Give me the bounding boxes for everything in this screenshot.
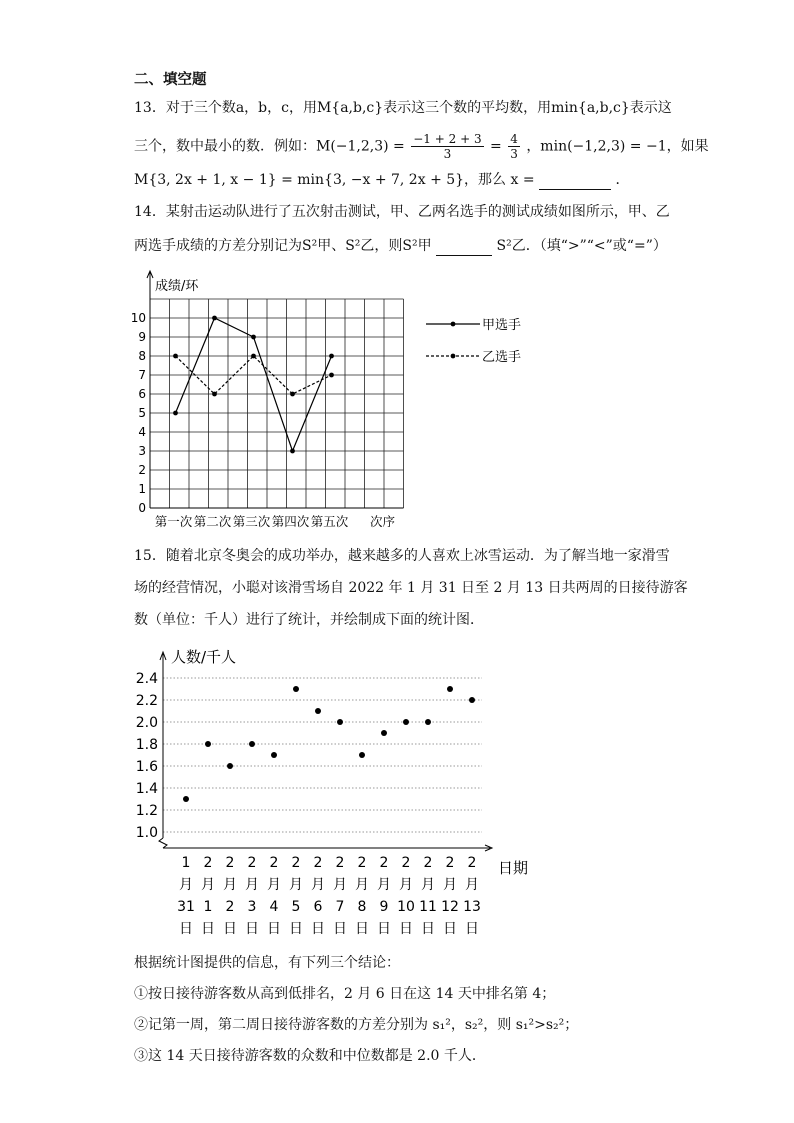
y-tick-label: 2.2 (135, 693, 158, 709)
y-tick-label: 6 (138, 387, 146, 401)
conclusion-3: ③这 14 天日接待游客数的众数和中位数都是 2.0 千人． (134, 1048, 486, 1064)
x-tick-month: 2 (313, 855, 323, 871)
x-tick-month-unit: 月 (223, 877, 237, 893)
x-tick-day-unit: 日 (333, 921, 347, 937)
y-tick-label: 2.0 (135, 715, 158, 731)
q13-line-3-end: ． (615, 172, 630, 188)
y-tick-label: 2 (138, 463, 146, 477)
x-tick-day-unit: 日 (399, 921, 413, 937)
x-tick-month-unit: 月 (245, 877, 259, 893)
q13-equals: = (490, 138, 502, 155)
q13-fraction-1-denominator: 3 (443, 147, 452, 161)
x-tick-day: 13 (463, 899, 481, 915)
y-tick-label: 2.4 (135, 671, 158, 687)
x-tick-month: 2 (467, 855, 477, 871)
data-point (290, 392, 295, 397)
x-tick-day-unit: 日 (443, 921, 457, 937)
y-tick-label: 1 (138, 482, 146, 496)
q13-line-1: 13．对于三个数a，b，c，用M{a,b,c}表示这三个数的平均数，用min{a,b,c}表示这 (134, 100, 672, 116)
x-tick-day-unit: 日 (289, 921, 303, 937)
data-point (329, 354, 334, 359)
x-tick-month-unit: 月 (377, 877, 391, 893)
x-tick-day: 1 (203, 899, 213, 915)
data-point (251, 354, 256, 359)
y-tick-label: 9 (138, 330, 146, 344)
section-title: 二、填空题 (134, 71, 207, 88)
y-tick-label: 1.4 (135, 781, 158, 797)
y-tick-label: 1.8 (135, 737, 158, 753)
x-tick-day: 4 (269, 899, 279, 915)
x-tick-month-unit: 月 (355, 877, 369, 893)
x-tick-month: 2 (291, 855, 301, 871)
x-axis-title: 日期 (498, 859, 529, 877)
x-tick-label: 第二次 (193, 514, 232, 529)
axis-break-mark (159, 838, 167, 848)
data-point (403, 719, 409, 725)
x-tick-month-unit: 月 (289, 877, 303, 893)
x-tick-month-unit: 月 (465, 877, 479, 893)
data-point (337, 719, 343, 725)
y-tick-label: 10 (130, 311, 146, 325)
q13-line-2 (134, 132, 709, 161)
x-tick-month: 2 (357, 855, 367, 871)
q13-fraction-1-numerator: −1 + 2 + 3 (413, 132, 482, 146)
x-tick-month: 2 (225, 855, 235, 871)
shooting-scores-chart (130, 268, 522, 536)
legend-marker (451, 354, 456, 359)
x-tick-day-unit: 日 (465, 921, 479, 937)
data-point (381, 730, 387, 736)
x-tick-month-unit: 月 (267, 877, 281, 893)
y-tick-label: 1.2 (135, 803, 158, 819)
x-tick-month: 2 (379, 855, 389, 871)
data-point (183, 796, 189, 802)
x-tick-day: 8 (357, 899, 367, 915)
q13-line-2-suffix: ，min(−1,2,3) = −1，如果 (526, 138, 709, 155)
data-point (469, 697, 475, 703)
x-tick-label: 第一次 (154, 514, 193, 529)
visitors-scatter-chart (130, 640, 530, 940)
x-tick-day-unit: 日 (421, 921, 435, 937)
q13-fraction-2-denominator: 3 (510, 147, 518, 161)
data-point (173, 354, 178, 359)
q14-line-2-prefix: 两选手成绩的方差分别记为S²甲、S²乙，则S²甲 (134, 238, 432, 254)
x-axis-title: 次序 (369, 514, 396, 529)
data-point (212, 316, 217, 321)
x-tick-month-unit: 月 (333, 877, 347, 893)
q14-line-1: 14．某射击运动队进行了五次射击测试，甲、乙两名选手的测试成绩如图所示，甲、乙 (134, 204, 670, 220)
x-tick-day: 3 (247, 899, 257, 915)
y-axis-title: 人数/千人 (171, 648, 237, 666)
y-tick-label: 4 (138, 425, 146, 439)
x-tick-day: 7 (335, 899, 345, 915)
q13-fraction-2-numerator: 4 (510, 132, 518, 146)
x-tick-day-unit: 日 (267, 921, 281, 937)
data-point (227, 763, 233, 769)
x-tick-day-unit: 日 (245, 921, 259, 937)
conclusion-1: ①按日接待游客数从高到低排名，2 月 6 日在这 14 天中排名第 4； (134, 986, 556, 1002)
q13-line-2-prefix: 三个，数中最小的数．例如：M(−1,2,3) = (134, 138, 405, 155)
conclusion-2: ②记第一周，第二周日接待游客数的方差分别为 s₁²，s₂²，则 s₁²>s₂²； (134, 1017, 579, 1033)
x-tick-label: 第五次 (310, 514, 349, 529)
y-tick-label: 1.0 (135, 825, 158, 841)
x-tick-day: 9 (379, 899, 389, 915)
x-tick-label: 第四次 (271, 514, 310, 529)
x-tick-month: 2 (445, 855, 455, 871)
data-point (212, 392, 217, 397)
y-tick-label: 8 (138, 349, 146, 363)
x-tick-day: 6 (313, 899, 323, 915)
data-point (249, 741, 255, 747)
q14-answer-blank[interactable] (436, 239, 492, 256)
x-tick-month-unit: 月 (201, 877, 215, 893)
data-point (425, 719, 431, 725)
y-tick-label: 5 (138, 406, 146, 420)
x-tick-day: 31 (177, 899, 195, 915)
y-tick-label: 0 (138, 501, 146, 515)
q15-line-3: 数（单位：千人）进行了统计，并绘制成下面的统计图． (134, 612, 484, 628)
conclusions-intro: 根据统计图提供的信息，有下列三个结论： (134, 955, 400, 971)
legend-marker (451, 322, 456, 327)
data-point (293, 686, 299, 692)
x-tick-month-unit: 月 (179, 877, 193, 893)
legend-label: 甲选手 (482, 318, 522, 333)
x-tick-month: 2 (247, 855, 257, 871)
x-tick-month: 2 (401, 855, 411, 871)
x-tick-month-unit: 月 (443, 877, 457, 893)
x-tick-day-unit: 日 (377, 921, 391, 937)
q15-line-2: 场的经营情况，小聪对该滑雪场自 2022 年 1 月 31 日至 2 月 13 日共两周的日接待游客 (134, 580, 688, 596)
x-tick-day: 12 (441, 899, 459, 915)
x-tick-day-unit: 日 (201, 921, 215, 937)
q15-line-1: 15．随着北京冬奥会的成功举办，越来越多的人喜欢上冰雪运动．为了解当地一家滑雪 (134, 548, 670, 564)
x-tick-month: 2 (335, 855, 345, 871)
x-tick-day-unit: 日 (179, 921, 193, 937)
x-tick-day: 11 (419, 899, 437, 915)
q14-line-2-suffix: S²乙．（填“>”“<”或“=”） (496, 238, 667, 254)
x-tick-month: 2 (423, 855, 433, 871)
q13-fraction-2 (508, 132, 520, 161)
data-point (205, 741, 211, 747)
q13-line-3 (134, 170, 630, 190)
y-tick-label: 1.6 (135, 759, 158, 775)
x-tick-month: 1 (181, 855, 191, 871)
data-point (315, 708, 321, 714)
x-tick-day: 10 (397, 899, 415, 915)
x-tick-day: 2 (225, 899, 235, 915)
y-tick-label: 7 (138, 368, 146, 382)
q13-fraction-1 (411, 132, 483, 161)
legend-label: 乙选手 (482, 350, 522, 365)
data-point (447, 686, 453, 692)
q13-line-3-prefix: M{3, 2x + 1, x − 1} = min{3, −x + 7, 2x + 5}，那么 x = (134, 172, 535, 188)
q13-answer-blank[interactable] (539, 173, 611, 190)
data-point (173, 411, 178, 416)
data-point (359, 752, 365, 758)
data-point (290, 449, 295, 454)
x-tick-month-unit: 月 (399, 877, 413, 893)
y-axis-title: 成绩/环 (155, 279, 199, 294)
x-tick-day-unit: 日 (311, 921, 325, 937)
x-tick-month: 2 (269, 855, 279, 871)
data-point (251, 335, 256, 340)
x-tick-month-unit: 月 (421, 877, 435, 893)
y-tick-label: 3 (138, 444, 146, 458)
x-tick-day-unit: 日 (223, 921, 237, 937)
x-tick-month-unit: 月 (311, 877, 325, 893)
x-tick-month: 2 (203, 855, 213, 871)
x-tick-day: 5 (291, 899, 301, 915)
q14-line-2 (134, 236, 667, 256)
x-tick-day-unit: 日 (355, 921, 369, 937)
data-point (271, 752, 277, 758)
x-tick-label: 第三次 (232, 514, 271, 529)
data-point (329, 373, 334, 378)
